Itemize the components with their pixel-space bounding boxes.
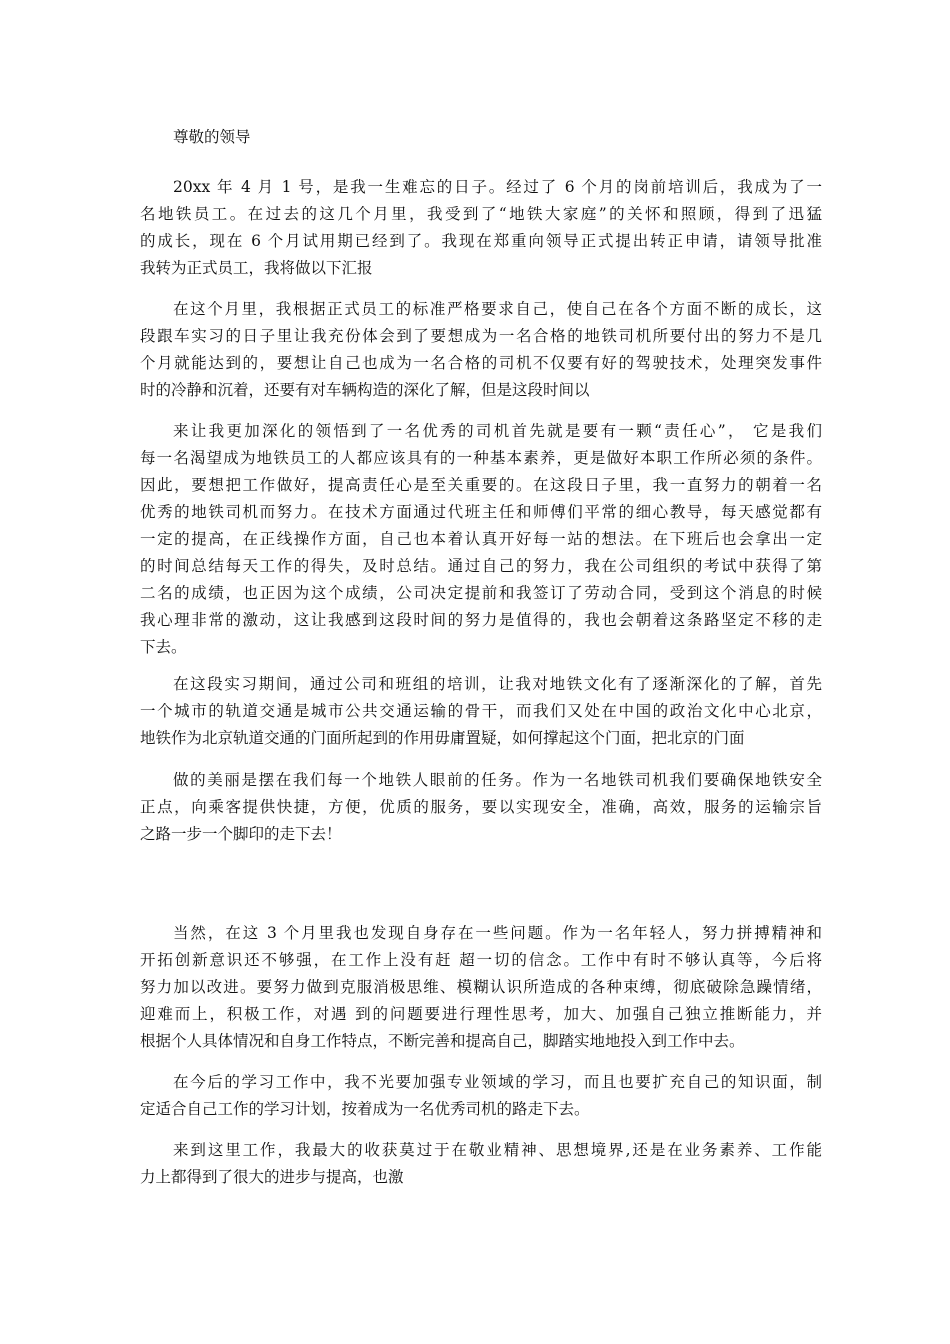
paragraph-line: 在这段实习期间，通过公司和班组的培训，让我对地铁文化有了逐渐深化的了解，首先 (173, 675, 822, 693)
paragraph-line: 时的冷静和沉着，还要有对车辆构造的深化了解，但是这段时间以 (140, 381, 590, 399)
paragraph-line: 因此，要想把工作做好，提高责任心是至关重要的。在这段日子里，我一直努力的朝着一名 (140, 476, 822, 494)
paragraph-line: 段跟车实习的日子里让我充份体会到了要想成为一名合格的地铁司机所要付出的努力不是几 (140, 327, 822, 345)
paragraph-line: 做的美丽是摆在我们每一个地铁人眼前的任务。作为一名地铁司机我们要确保地铁安全 (173, 771, 822, 789)
paragraph-1 (140, 174, 822, 282)
greeting (140, 124, 822, 151)
paragraph-line: 20xx 年 4 月 1 号，是我一生难忘的日子。经过了 6 个月的岗前培训后，我成为了一 (173, 178, 822, 196)
paragraph-6 (140, 920, 822, 1055)
greeting-text: 尊敬的领导 (173, 128, 251, 146)
paragraph-5 (140, 767, 822, 848)
paragraph-2 (140, 296, 822, 404)
paragraph-3 (140, 418, 822, 661)
paragraph-line: 迎难而上，积极工作，对遇 到的问题要进行理性思考，加大、加强自己独立推断能力，并 (140, 1005, 822, 1023)
paragraph-line: 当然，在这 3 个月里我也发现自身存在一些问题。作为一名年轻人，努力拼搏精神和 (173, 924, 822, 942)
paragraph-line: 努力加以改进。要努力做到克服消极思维、模糊认识所造成的各种束缚，彻底破除急躁情绪， (140, 978, 822, 996)
paragraph-line: 来到这里工作，我最大的收获莫过于在敬业精神、思想境界,还是在业务素养、工作能 (173, 1141, 822, 1159)
paragraph-line: 正点，向乘客提供快捷，方便，优质的服务，要以实现安全，准确，高效，服务的运输宗旨 (140, 798, 822, 816)
paragraph-line: 我心理非常的激动，这让我感到这段时间的努力是值得的，我也会朝着这条路坚定不移的走 (140, 611, 822, 629)
paragraph-line: 定适合自己工作的学习计划，按着成为一名优秀司机的路走下去。 (140, 1100, 590, 1118)
paragraph-line: 二名的成绩，也正因为这个成绩，公司决定提前和我签订了劳动合同，受到这个消息的时候 (140, 584, 822, 602)
paragraph-line: 每一名渴望成为地铁员工的人都应该具有的一种基本素养，更是做好本职工作所必须的条件。 (140, 449, 822, 467)
paragraph-line: 一定的提高，在正线操作方面，自己也本着认真开好每一站的想法。在下班后也会拿出一定 (140, 530, 822, 548)
paragraph-line: 我转为正式员工，我将做以下汇报 (140, 259, 373, 277)
paragraph-4 (140, 671, 822, 752)
paragraph-line: 的成长，现在 6 个月试用期已经到了。我现在郑重向领导正式提出转正申请，请领导批准 (140, 232, 822, 250)
paragraph-line: 下去。 (140, 638, 187, 656)
paragraph-line: 之路一步一个脚印的走下去！ (140, 825, 342, 843)
paragraph-line: 优秀的地铁司机而努力。在技术方面通过代班主任和师傅们平常的细心教导，每天感觉都有 (140, 503, 822, 521)
paragraph-line: 在这个月里，我根据正式员工的标准严格要求自己，使自己在各个方面不断的成长，这 (173, 300, 822, 318)
paragraph-7 (140, 1069, 822, 1123)
paragraph-line: 名地铁员工。在过去的这几个月里，我受到了“地铁大家庭”的关怀和照顾，得到了迅猛 (140, 205, 822, 223)
paragraph-line: 地铁作为北京轨道交通的门面所起到的作用毋庸置疑，如何撑起这个门面，把北京的门面 (140, 729, 745, 747)
paragraph-line: 力上都得到了很大的进步与提高，也激 (140, 1168, 404, 1186)
paragraph-line: 来让我更加深化的领悟到了一名优秀的司机首先就是要有一颗“责任心”， 它是我们 (173, 422, 822, 440)
paragraph-line: 一个城市的轨道交通是城市公共交通运输的骨干，而我们又处在中国的政治文化中心北京， (140, 702, 822, 720)
paragraph-line: 个月就能达到的，要想让自己也成为一名合格的司机不仅要有好的驾驶技术，处理突发事件 (140, 354, 822, 372)
paragraph-8 (140, 1137, 822, 1191)
paragraph-line: 根据个人具体情况和自身工作特点，不断完善和提高自己，脚踏实地地投入到工作中去。 (140, 1032, 745, 1050)
paragraph-line: 开拓创新意识还不够强，在工作上没有赶 超一切的信念。工作中有时不够认真等，今后将 (140, 951, 822, 969)
paragraph-line: 的时间总结每天工作的得失，及时总结。通过自己的努力，我在公司组织的考试中获得了第 (140, 557, 822, 575)
paragraph-line: 在今后的学习工作中，我不光要加强专业领域的学习，而且也要扩充自己的知识面，制 (173, 1073, 822, 1091)
